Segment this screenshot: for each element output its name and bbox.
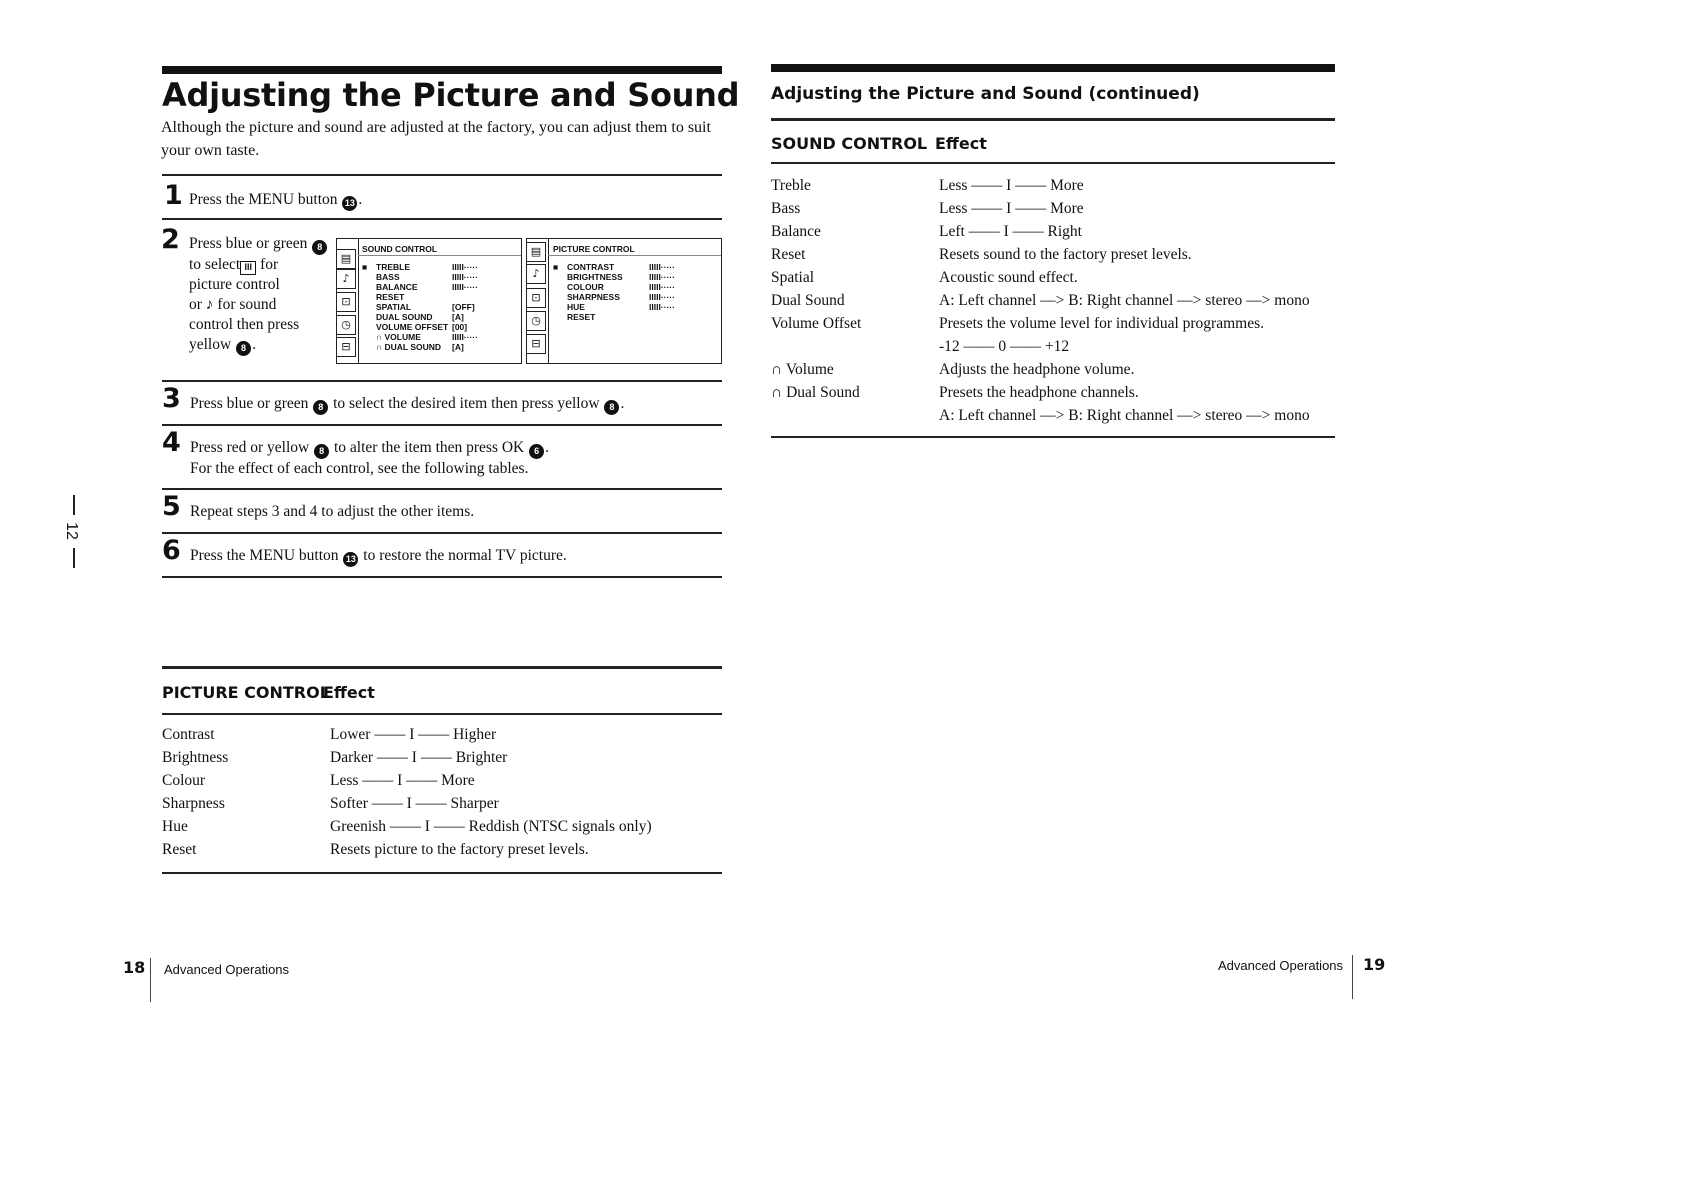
lock-tab-icon: ⊟	[526, 334, 546, 354]
table-row: Balance Left —— I —— Right	[771, 223, 1082, 240]
table-header-rule	[771, 162, 1335, 164]
sound-tab-icon: ♪	[336, 269, 356, 289]
yellow-button-badge: 8	[604, 400, 619, 415]
table-bottom-rule	[771, 436, 1335, 438]
picture-control-osd	[526, 238, 722, 364]
sound-table-header-control: SOUND CONTROL	[771, 134, 928, 153]
table-row: ∩ Volume Adjusts the headphone volume.	[771, 361, 1135, 378]
table-row: Brightness Darker —— I —— Brighter	[162, 749, 508, 766]
step-4-text: Press red or yellow 8 to alter the item then press OK 6 . For the effect of each control, see the following tables.	[190, 439, 550, 477]
table-row: Treble Less —— I —— More	[771, 177, 1084, 194]
step-2-text: Press blue or green 8 to select III for picture control or ♪ for sound control then press yellow 8 .	[189, 234, 339, 356]
feature-tab-icon: ⊡	[336, 292, 356, 312]
footer-section-left: Advanced Operations	[164, 962, 290, 977]
step-number: 6	[162, 535, 181, 566]
table-row: ∩ Dual Sound Presets the headphone channels.	[771, 384, 1139, 401]
table-bottom-rule	[162, 872, 722, 874]
color-button-badge: 8	[312, 240, 327, 255]
continued-title: Adjusting the Picture and Sound (continued)	[771, 84, 1200, 104]
page-title: Adjusting the Picture and Sound	[162, 76, 740, 114]
step-divider	[162, 380, 722, 382]
table-row: Dual Sound A: Left channel —> B: Right channel —> stereo —> mono	[771, 292, 1310, 309]
step-divider	[162, 424, 722, 426]
table-top-rule	[771, 118, 1335, 121]
osd-title: SOUND CONTROL	[362, 244, 438, 254]
title-rule-left	[162, 66, 722, 74]
yellow-button-badge: 8	[236, 341, 251, 356]
side-marker-line	[73, 495, 75, 515]
step-1-text: Press the MENU button 13 .	[189, 190, 362, 211]
page-number-left: 18	[123, 958, 146, 977]
picture-tab-icon: ▤	[526, 242, 546, 262]
sound-table-body	[771, 174, 1335, 427]
table-row: Bass Less —— I —— More	[771, 200, 1084, 217]
timer-tab-icon: ◷	[526, 311, 546, 331]
ok-button-badge: 6	[529, 444, 544, 459]
table-row: Spatial Acoustic sound effect.	[771, 269, 1078, 286]
step-number: 5	[162, 491, 181, 522]
table-row: Colour Less —— I —— More	[162, 772, 475, 789]
timer-tab-icon: ◷	[336, 315, 356, 335]
table-row: Reset Resets sound to the factory preset levels.	[771, 246, 1192, 263]
step-number: 2	[161, 224, 180, 255]
music-note-icon: ♪	[205, 296, 214, 313]
step-divider	[162, 218, 722, 220]
table-row: -12 —— 0 —— +12	[939, 338, 1070, 355]
table-row: A: Left channel —> B: Right channel —> stereo —> mono	[939, 407, 1310, 424]
footer-section-right: Advanced Operations	[1218, 958, 1344, 973]
step-divider	[162, 576, 722, 578]
osd-item-list: ■ TREBLE IIIII····· BASS IIIII····· BALANCE IIIII····· RESET SPATIAL [OFF] DUAL SOUND [A] VOLUME OFFSET [00] ∩ VOLUME IIIII····· ∩ DUAL SOUND [A]	[362, 262, 478, 352]
color-button-badge: 8	[313, 400, 328, 415]
picture-menu-icon: III	[240, 261, 256, 275]
step-5-text: Repeat steps 3 and 4 to adjust the other items.	[190, 503, 475, 520]
step-6-text: Press the MENU button 13 to restore the normal TV picture.	[190, 546, 567, 567]
step-divider	[162, 532, 722, 534]
page-number-right: 19	[1363, 955, 1386, 974]
headphone-icon: ∩	[771, 384, 783, 401]
table-row: Contrast Lower —— I —— Higher	[162, 726, 497, 743]
picture-tab-icon: ▤	[336, 249, 356, 269]
side-marker-line	[73, 548, 75, 568]
sound-control-osd	[336, 238, 522, 364]
table-row: Volume Offset Presets the volume level for individual programmes.	[771, 315, 1264, 332]
table-row: Reset Resets picture to the factory preset levels.	[162, 841, 589, 858]
table-row: Sharpness Softer —— I —— Sharper	[162, 795, 499, 812]
table-header-rule	[162, 713, 722, 715]
table-top-rule	[162, 666, 722, 669]
table-row: Hue Greenish —— I —— Reddish (NTSC signals only)	[162, 818, 652, 835]
feature-tab-icon: ⊡	[526, 288, 546, 308]
picture-table-header-control: PICTURE CONTROL	[162, 683, 330, 702]
footer-divider	[1352, 955, 1353, 999]
step-divider	[162, 488, 722, 490]
footer-divider	[150, 958, 151, 1002]
color-button-badge: 8	[314, 444, 329, 459]
headphone-icon: ∩	[771, 361, 783, 378]
osd-item-list: ■ CONTRAST IIIII····· BRIGHTNESS IIIII····· COLOUR IIIII····· SHARPNESS IIIII····· HUE IIIII····· RESET	[553, 262, 675, 322]
headphone-icon: ∩	[376, 332, 383, 342]
step-divider	[162, 174, 722, 176]
side-marker-number: 12	[62, 522, 80, 540]
step-3-text: Press blue or green 8 to select the desired item then press yellow 8 .	[190, 394, 624, 415]
osd-title: PICTURE CONTROL	[553, 244, 635, 254]
intro-text: Although the picture and sound are adjusted at the factory, you can adjust them to suit your own taste.	[161, 119, 711, 159]
lock-tab-icon: ⊟	[336, 337, 356, 357]
step-number: 3	[162, 383, 181, 414]
headphone-icon: ∩	[376, 342, 383, 352]
picture-table-header-effect: Effect	[323, 683, 375, 702]
step-number: 4	[162, 427, 181, 458]
picture-table-body	[162, 723, 722, 861]
step-number: 1	[164, 180, 183, 211]
menu-button-badge: 13	[342, 196, 357, 211]
sound-tab-icon: ♪	[526, 264, 546, 284]
sound-table-header-effect: Effect	[935, 134, 987, 153]
title-rule-right	[771, 64, 1335, 72]
menu-button-badge: 13	[343, 552, 358, 567]
